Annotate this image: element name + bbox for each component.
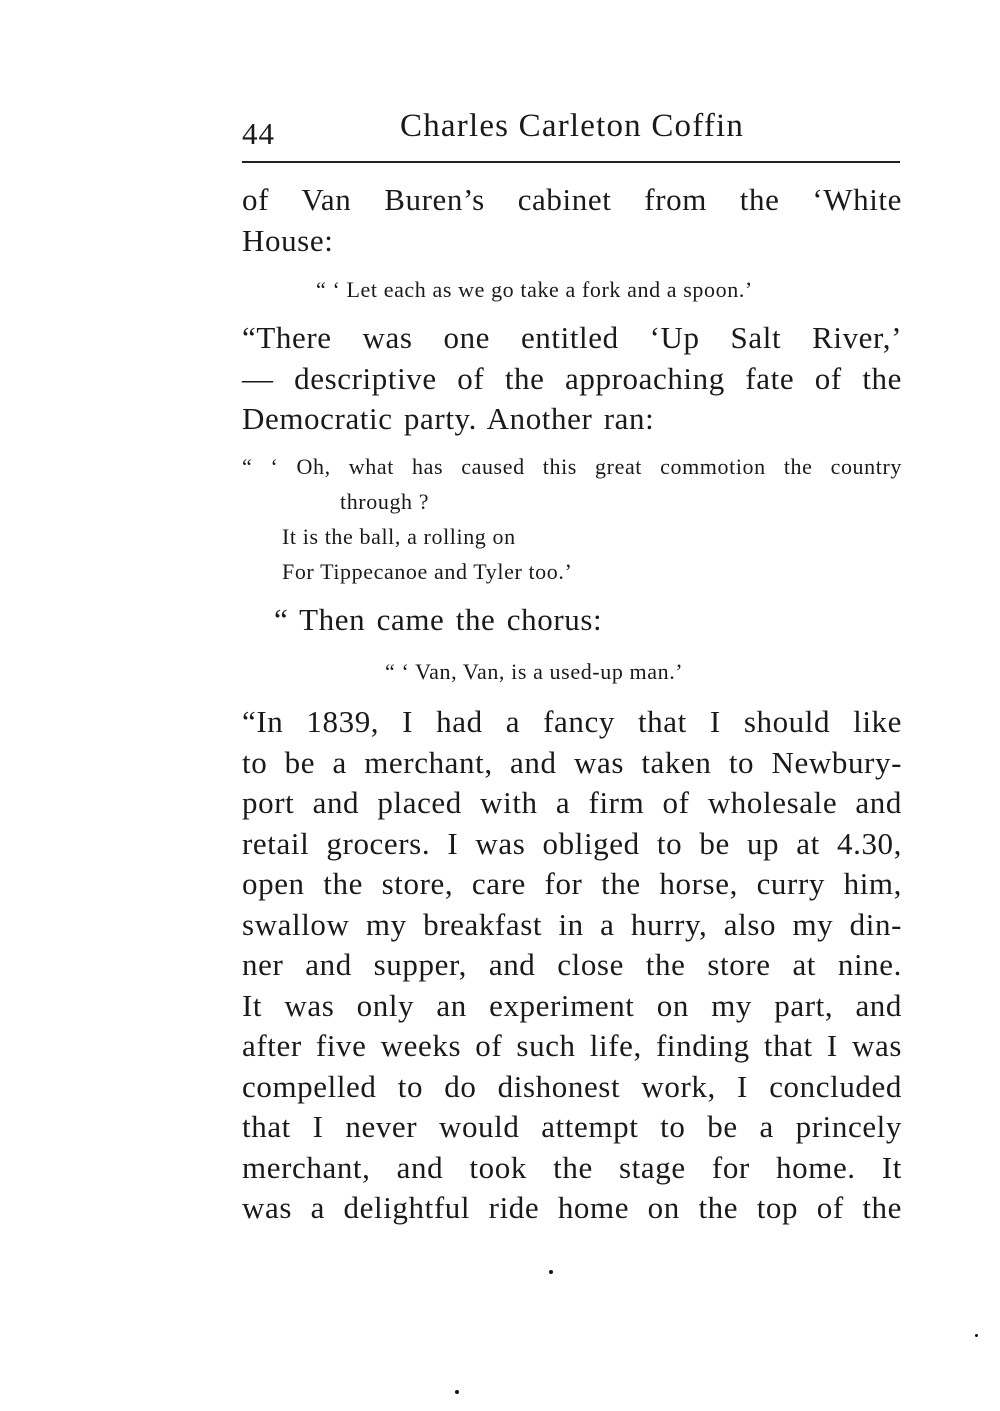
page-header: [242, 108, 900, 156]
text-line: — descriptive of the approaching fate of the: [242, 360, 902, 396]
text-line: “In 1839, I had a fancy that I should like: [242, 704, 902, 739]
text-line: after five weeks of such life, finding that I was: [242, 1028, 902, 1063]
quote-line: “ ‘ Oh, what has caused this great commotion the country: [242, 454, 902, 479]
paragraph-up-salt-river: [242, 318, 902, 440]
quote-line: “ ‘ Let each as we go take a fork and a spoon.’: [316, 277, 753, 302]
text-line: It was only an experiment on my part, and: [242, 987, 902, 1023]
text-line: ner and supper, and close the store at nine.: [242, 947, 902, 982]
text-line: House:: [242, 222, 334, 258]
song-quote-tippecanoe: [242, 449, 902, 589]
text-line: port and placed with a firm of wholesale and: [242, 785, 902, 820]
paragraph-chorus: [242, 600, 902, 641]
paragraph-merchant: [242, 702, 902, 1229]
ink-speck: [455, 1390, 459, 1394]
running-title: Charles Carleton Coffin: [400, 108, 745, 144]
text-line: that I never would attempt to be a princely: [242, 1109, 902, 1144]
text-line: open the store, care for the horse, curry him,: [242, 866, 902, 901]
quote-line: It is the ball, a rolling on: [282, 524, 516, 549]
text-line: to be a merchant, and was taken to Newbury-: [242, 744, 902, 780]
paragraph-continuation: [242, 180, 902, 261]
ink-speck: [975, 1334, 978, 1337]
text-line: retail grocers. I was obliged to be up at 4.30,: [242, 825, 902, 861]
ink-speck: [549, 1270, 553, 1274]
text-line: merchant, and took the stage for home. It: [242, 1149, 902, 1185]
text-line: of Van Buren’s cabinet from the ‘White: [242, 182, 902, 217]
quote-line: For Tippecanoe and Tyler too.’: [282, 559, 573, 584]
text-line: “There was one entitled ‘Up Salt River,’: [242, 320, 902, 355]
text-line: swallow my breakfast in a hurry, also my din-: [242, 906, 902, 942]
text-line: “ Then came the chorus:: [274, 602, 603, 637]
quote-line: “ ‘ Van, Van, is a used-up man.’: [385, 659, 684, 684]
page-number: 44: [242, 116, 275, 151]
text-line: Democratic party. Another ran:: [242, 401, 655, 436]
header-rule: [242, 161, 900, 163]
song-quote-fork-and-spoon: [316, 272, 753, 307]
quote-line: through ?: [340, 489, 430, 514]
text-line: compelled to do dishonest work, I concluded: [242, 1068, 902, 1104]
song-quote-van-van: [385, 654, 683, 689]
text-line: was a delightful ride home on the top of the: [242, 1190, 902, 1225]
